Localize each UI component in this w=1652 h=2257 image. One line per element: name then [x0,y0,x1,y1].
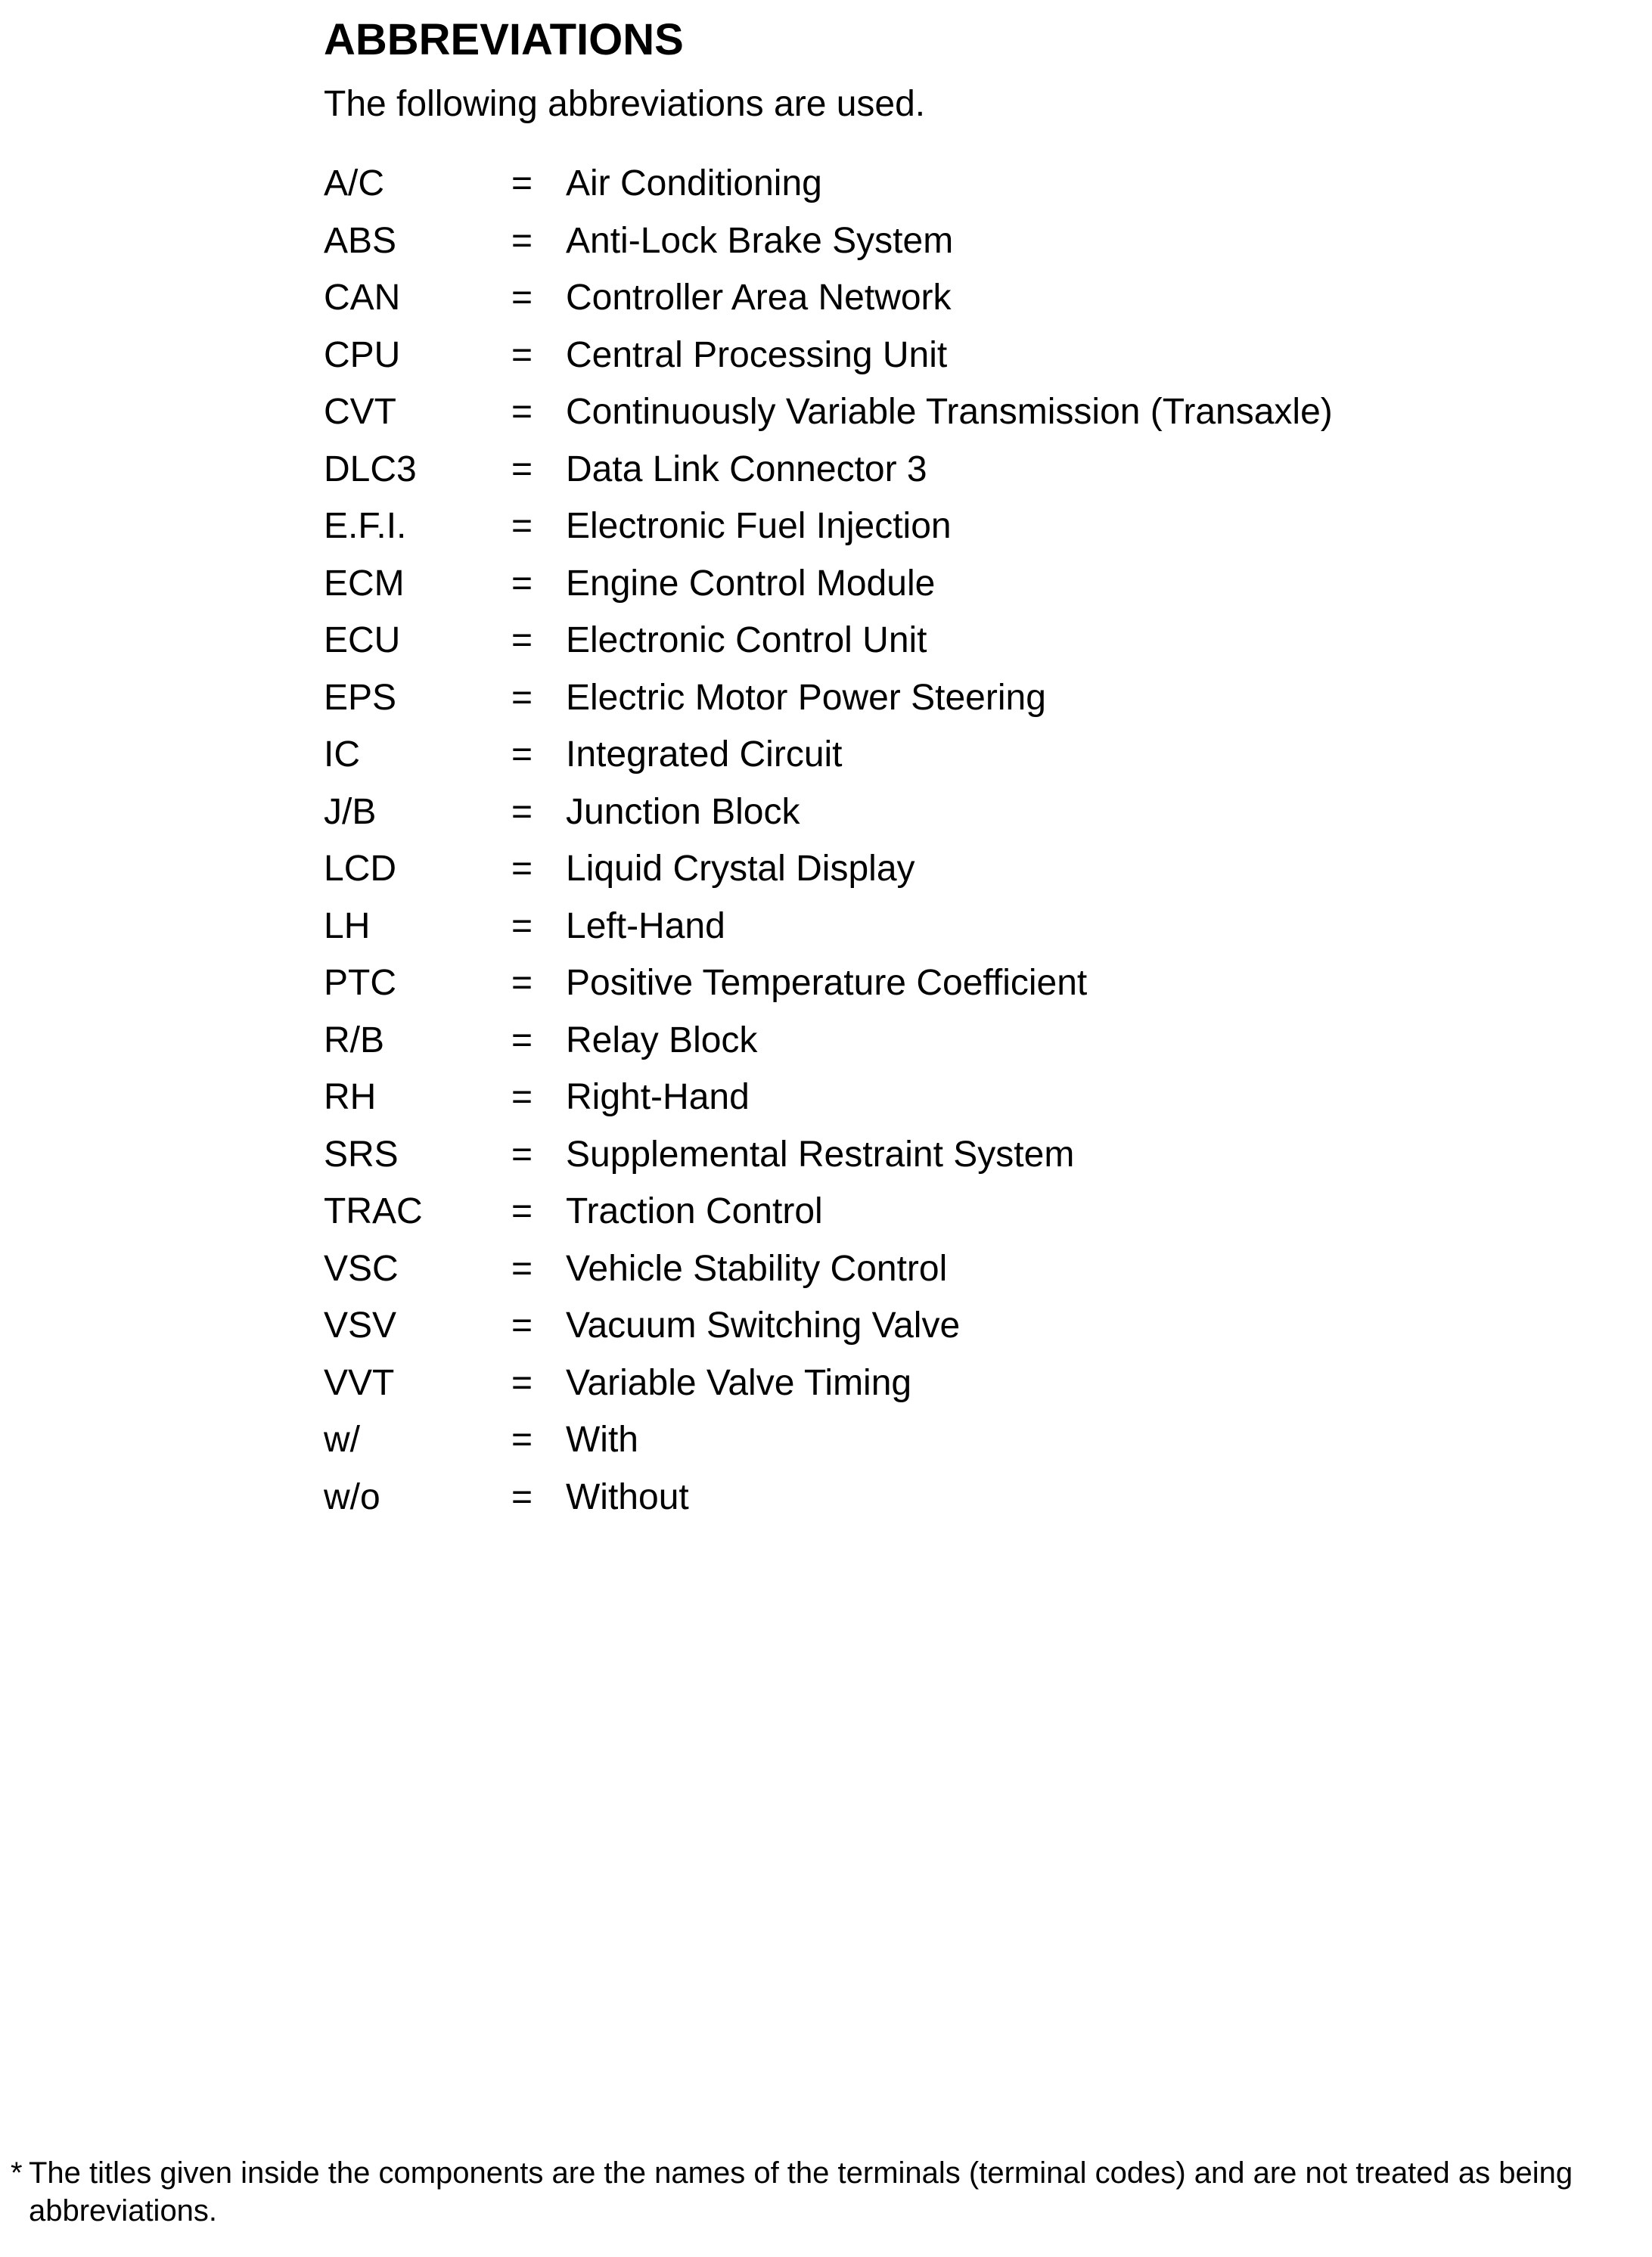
abbreviation-term: VVT [324,1362,395,1403]
equals-sign: = [511,392,533,432]
equals-sign: = [511,1191,533,1231]
abbreviation-term: E.F.I. [324,506,407,546]
abbreviation-row [324,1075,1625,1132]
abbreviation-row [324,1475,1625,1532]
abbreviation-row [324,161,1625,219]
abbreviation-definition: Supplemental Restraint System [566,1134,1075,1175]
equals-sign: = [511,849,533,889]
abbreviation-definition: Left-Hand [566,905,725,946]
abbreviation-definition: Controller Area Network [566,278,952,318]
abbreviation-term: IC [324,734,360,775]
abbreviation-definition: Continuously Variable Transmission (Transaxle) [566,392,1333,432]
abbreviation-row [324,1246,1625,1304]
footnote-asterisk: * [11,2156,23,2190]
abbreviation-row [324,904,1625,961]
abbreviation-term: EPS [324,677,397,718]
equals-sign: = [511,506,533,546]
abbreviation-row [324,1018,1625,1076]
abbreviation-row [324,1361,1625,1418]
abbreviation-definition: Data Link Connector 3 [566,449,927,489]
equals-sign: = [511,1476,533,1517]
abbreviation-row [324,1303,1625,1361]
abbreviation-term: ECU [324,620,401,660]
abbreviation-definition: Liquid Crystal Display [566,849,915,889]
abbreviation-row [324,1189,1625,1246]
abbreviation-term: A/C [324,163,385,203]
intro-text: The following abbreviations are used. [324,84,926,124]
abbreviation-definition: Positive Temperature Coefficient [566,963,1088,1003]
abbreviation-definition: Vehicle Stability Control [566,1248,948,1289]
page-title: ABBREVIATIONS [324,15,684,64]
equals-sign: = [511,734,533,775]
abbreviation-row [324,561,1625,619]
equals-sign: = [511,1362,533,1403]
equals-sign: = [511,1134,533,1175]
abbreviation-term: CPU [324,334,401,375]
abbreviation-term: SRS [324,1134,399,1175]
footnote-text: The titles given inside the components are the names of the terminals (terminal codes) and are not treated as being abbreviations. [29,2156,1573,2228]
abbreviation-term: w/ [324,1420,360,1460]
abbreviation-term: RH [324,1077,377,1117]
abbreviation-term: DLC3 [324,449,417,489]
abbreviation-term: w/o [324,1476,380,1517]
abbreviation-term: PTC [324,963,396,1003]
abbreviation-definition: Junction Block [566,791,800,832]
abbreviation-definition: Engine Control Module [566,563,936,604]
abbreviation-term: J/B [324,791,377,832]
equals-sign: = [511,1248,533,1289]
abbreviation-row [324,390,1625,447]
equals-sign: = [511,220,533,261]
abbreviation-definition: Traction Control [566,1191,823,1231]
abbreviation-definition: Electronic Control Unit [566,620,927,660]
equals-sign: = [511,563,533,604]
abbreviation-term: VSC [324,1248,399,1289]
abbreviation-definition: Relay Block [566,1020,758,1060]
equals-sign: = [511,905,533,946]
abbreviation-definition: Air Conditioning [566,163,822,203]
abbreviation-definition: Without [566,1476,689,1517]
abbreviation-term: ABS [324,220,397,261]
abbreviation-definition: Variable Valve Timing [566,1362,912,1403]
abbreviation-definition: Integrated Circuit [566,734,843,775]
abbreviation-row [324,790,1625,847]
equals-sign: = [511,1020,533,1060]
abbreviation-row [324,1132,1625,1190]
abbreviation-term: VSV [324,1305,397,1346]
equals-sign: = [511,278,533,318]
abbreviation-row [324,675,1625,733]
abbreviation-row [324,219,1625,276]
equals-sign: = [511,1420,533,1460]
equals-sign: = [511,791,533,832]
abbreviation-row [324,846,1625,904]
abbreviation-definition: Vacuum Switching Valve [566,1305,961,1346]
abbreviation-term: LCD [324,849,397,889]
abbreviation-row [324,1417,1625,1475]
abbreviation-row [324,732,1625,790]
abbreviation-list [324,161,1625,1532]
abbreviation-term: ECM [324,563,405,604]
equals-sign: = [511,449,533,489]
abbreviation-term: LH [324,905,371,946]
abbreviation-definition: Electric Motor Power Steering [566,677,1046,718]
equals-sign: = [511,963,533,1003]
abbreviation-row [324,333,1625,390]
abbreviation-term: CVT [324,392,396,432]
footnote [11,2154,1644,2230]
equals-sign: = [511,334,533,375]
abbreviation-definition: With [566,1420,638,1460]
equals-sign: = [511,163,533,203]
abbreviation-row [324,618,1625,675]
abbreviation-definition: Right-Hand [566,1077,750,1117]
abbreviation-term: CAN [324,278,401,318]
abbreviation-row [324,447,1625,504]
abbreviation-definition: Central Processing Unit [566,334,948,375]
equals-sign: = [511,620,533,660]
equals-sign: = [511,1305,533,1346]
abbreviation-definition: Anti-Lock Brake System [566,220,954,261]
equals-sign: = [511,1077,533,1117]
equals-sign: = [511,677,533,718]
abbreviation-definition: Electronic Fuel Injection [566,506,952,546]
abbreviation-term: R/B [324,1020,385,1060]
abbreviation-row [324,504,1625,561]
abbreviation-term: TRAC [324,1191,423,1231]
abbreviation-row [324,961,1625,1018]
abbreviation-row [324,275,1625,333]
